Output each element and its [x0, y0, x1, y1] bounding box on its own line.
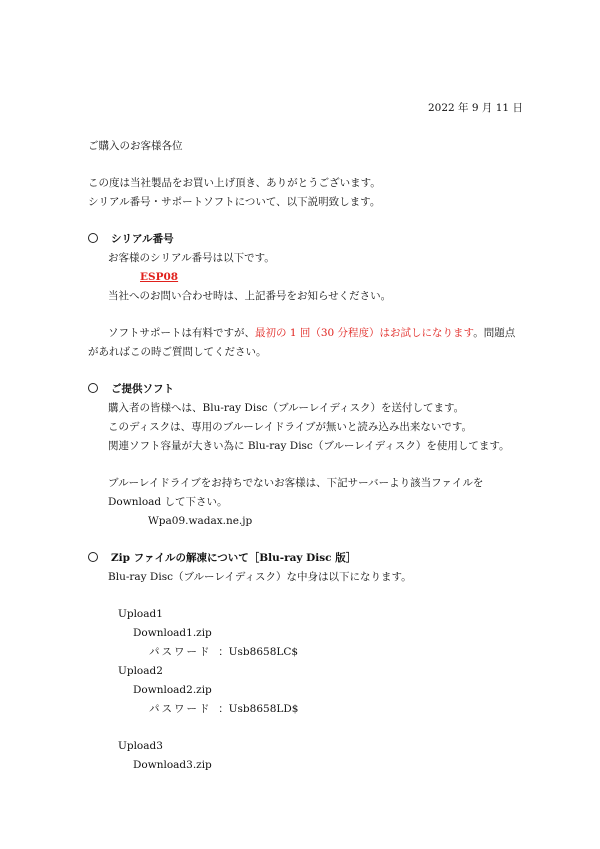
serial-heading: シリアル番号: [88, 232, 174, 246]
upload-2-name: Upload2: [118, 665, 163, 677]
circle-bullet-icon: [88, 383, 98, 393]
upload-3-file: Download3.zip: [133, 759, 212, 771]
download-line-1: ブルーレイドライブをお持ちでないお客様は、下記サーバーより該当ファイルを: [108, 477, 484, 489]
trial-note: 最初の 1 回（30 分程度）はお試しになります: [255, 327, 474, 339]
zip-heading: Zip ファイルの解凍について［Blu-ray Disc 版］: [88, 551, 356, 565]
upload-1-name: Upload1: [118, 608, 163, 620]
document-date: 2022 年 9 月 11 日: [428, 102, 523, 114]
upload-1-password: パスワード ：Usb8658LC$: [149, 646, 299, 658]
serial-number: ESP08: [140, 271, 179, 283]
upload-3-name: Upload3: [118, 740, 163, 752]
intro-line-2: シリアル番号・サポートソフトについて、以下説明致します。: [88, 196, 381, 208]
upload-2-password: パスワード ：Usb8658LD$: [149, 703, 299, 715]
server-address: Wpa09.wadax.ne.jp: [148, 515, 253, 527]
software-heading: ご提供ソフト: [88, 382, 174, 396]
intro-line-1: この度は当社製品をお買い上げ頂き、ありがとうございます。: [88, 177, 381, 189]
serial-line-2: 当社へのお問い合わせ時は、上記番号をお知らせください。: [108, 290, 392, 302]
support-line-1: ソフトサポートは有料ですが、最初の 1 回（30 分程度）はお試しになります。問題点: [108, 327, 516, 339]
upload-2-file: Download2.zip: [133, 684, 212, 696]
software-line-2: このディスクは、専用のブルーレイドライブが無いと読み込み出来ないです。: [108, 421, 473, 433]
download-line-2: Download して下さい。: [108, 496, 228, 508]
software-line-1: 購入者の皆様へは、Blu-ray Disc（ブルーレイディスク）を送付してます。: [108, 402, 465, 414]
circle-bullet-icon: [88, 233, 98, 243]
salutation: ご購入のお客様各位: [88, 140, 183, 152]
circle-bullet-icon: [88, 552, 98, 562]
software-line-3: 関連ソフト容量が大きい為に Blu-ray Disc（ブルーレイディスク）を使用してます。: [108, 440, 510, 452]
support-line-2: があればこの時ご質問してください。: [88, 346, 267, 358]
zip-description: Blu-ray Disc（ブルーレイディスク）な中身は以下になります。: [108, 571, 412, 583]
serial-line-1: お客様のシリアル番号は以下です。: [108, 252, 275, 264]
upload-1-file: Download1.zip: [133, 627, 212, 639]
